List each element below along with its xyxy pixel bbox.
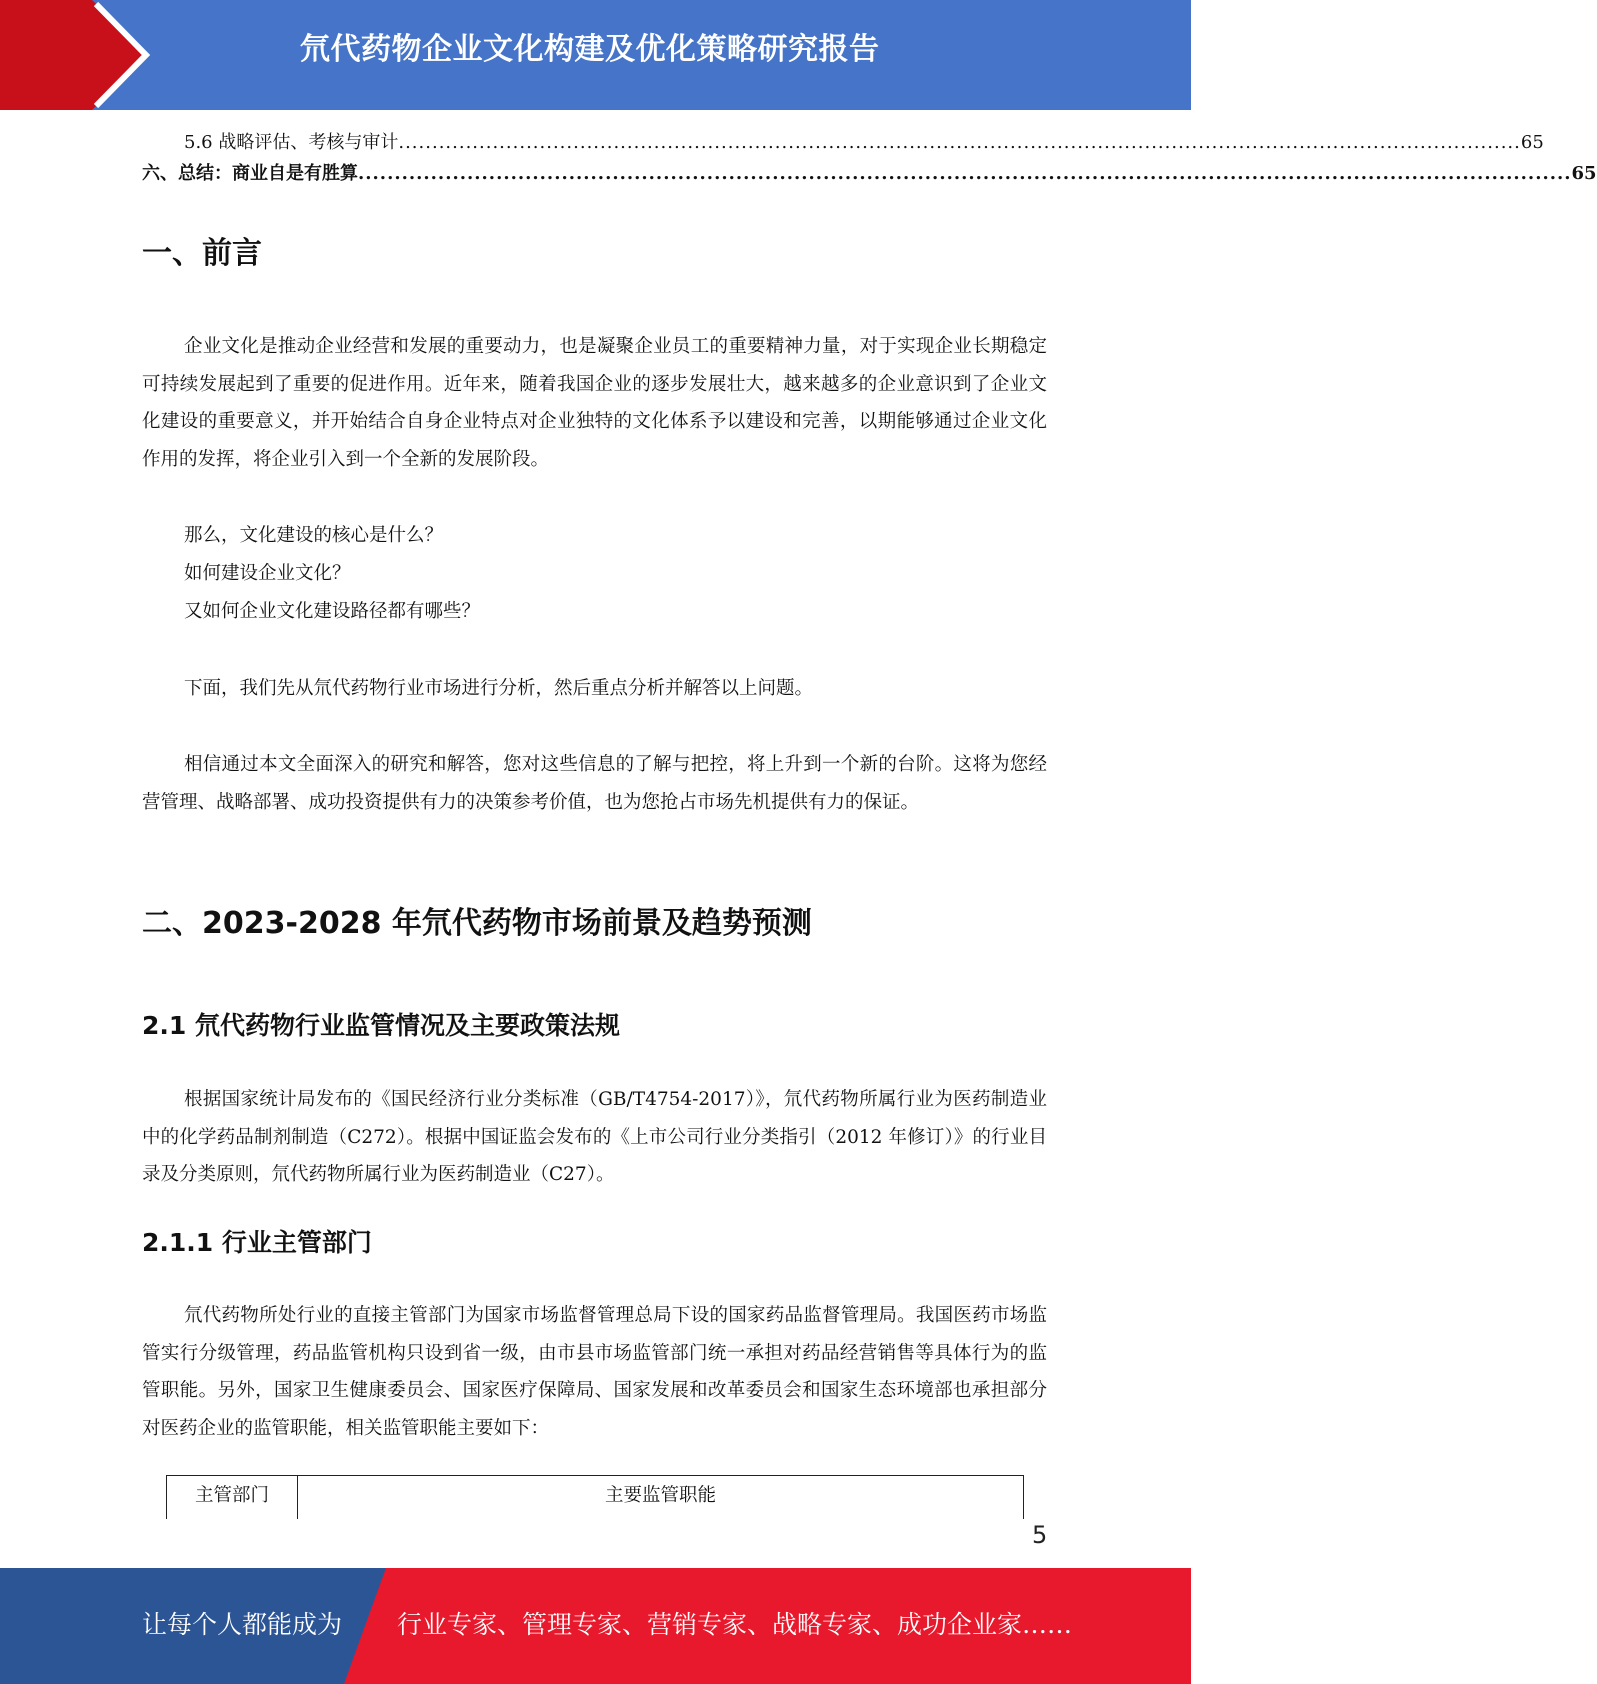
page-number: 5 <box>1032 1521 1048 1549</box>
page-header <box>0 0 1191 110</box>
question-line: 又如何企业文化建设路径都有哪些？ <box>184 601 481 622</box>
footer-slogan-right: 行业专家、管理专家、营销专家、战略专家、成功企业家…… <box>397 1610 1073 1639</box>
paragraph: 相信通过本文全面深入的研究和解答，您对这些信息的了解与把控，将上升到一个新的台阶。这将为您经营管理、战略部署、成功投资提供有力的决策参考价值，也为您抢占市场先机提供有力的保证。 <box>142 754 1047 813</box>
regulatory-table <box>166 1475 1024 1519</box>
table-header-duties: 主要监管职能 <box>298 1476 1024 1519</box>
section-heading: 二、2023-2028 年氘代药物市场前景及趋势预测 <box>142 906 812 941</box>
paragraph: 下面，我们先从氘代药物行业市场进行分析，然后重点分析并解答以上问题。 <box>184 678 814 699</box>
question-line: 如何建设企业文化？ <box>184 563 351 584</box>
toc-leader-dots: ....................................................................................................................................................................... <box>358 163 1572 184</box>
toc-entry[interactable] <box>142 161 1597 187</box>
document-title: 氘代药物企业文化构建及优化策略研究报告 <box>300 32 880 67</box>
page-footer <box>0 1568 1191 1684</box>
toc-entry[interactable] <box>184 130 1544 156</box>
toc-leader-dots: ....................................................................................................................................................................... <box>398 132 1521 153</box>
toc-entry-label: 六、总结：商业自是有胜算 <box>142 161 358 187</box>
footer-slogan-left: 让每个人都能成为 <box>142 1610 343 1639</box>
header-red-arrow <box>0 0 160 110</box>
toc-entry-page: 65 <box>1520 132 1544 153</box>
section-heading: 一、前言 <box>142 236 262 271</box>
paragraph: 企业文化是推动企业经营和发展的重要动力，也是凝聚企业员工的重要精神力量，对于实现企业长期稳定可持续发展起到了重要的促进作用。近年来，随着我国企业的逐步发展壮大，越来越多的企业意识到了企业文化建设的重要意义，并开始结合自身企业特点对企业独特的文化体系予以建设和完善，以期能够通过企业文化作用的发挥，将企业引入到一个全新的发展阶段。 <box>142 336 1047 470</box>
toc-entry-label: 5.6 战略评估、考核与审计 <box>184 130 398 156</box>
paragraph: 根据国家统计局发布的《国民经济行业分类标准（GB/T4754-2017）》，氘代药物所属行业为医药制造业中的化学药品制剂制造（C272）。根据中国证监会发布的《上市公司行业分类指引（2012 年修订）》的行业目录及分类原则，氘代药物所属行业为医药制造业（C27）。 <box>142 1089 1047 1185</box>
table-header-department: 主管部门 <box>166 1476 298 1519</box>
toc-entry-page: 65 <box>1571 163 1597 184</box>
question-line: 那么，文化建设的核心是什么？ <box>184 525 444 546</box>
subsection-heading: 2.1.1 行业主管部门 <box>142 1228 372 1257</box>
subsection-heading: 2.1 氘代药物行业监管情况及主要政策法规 <box>142 1011 620 1040</box>
paragraph: 氘代药物所处行业的直接主管部门为国家市场监督管理总局下设的国家药品监督管理局。我国医药市场监管实行分级管理，药品监管机构只设到省一级，由市县市场监管部门统一承担对药品经营销售等具体行为的监管职能。另外，国家卫生健康委员会、国家医疗保障局、国家发展和改革委员会和国家生态环境部也承担部分对医药企业的监管职能，相关监管职能主要如下： <box>142 1305 1047 1439</box>
